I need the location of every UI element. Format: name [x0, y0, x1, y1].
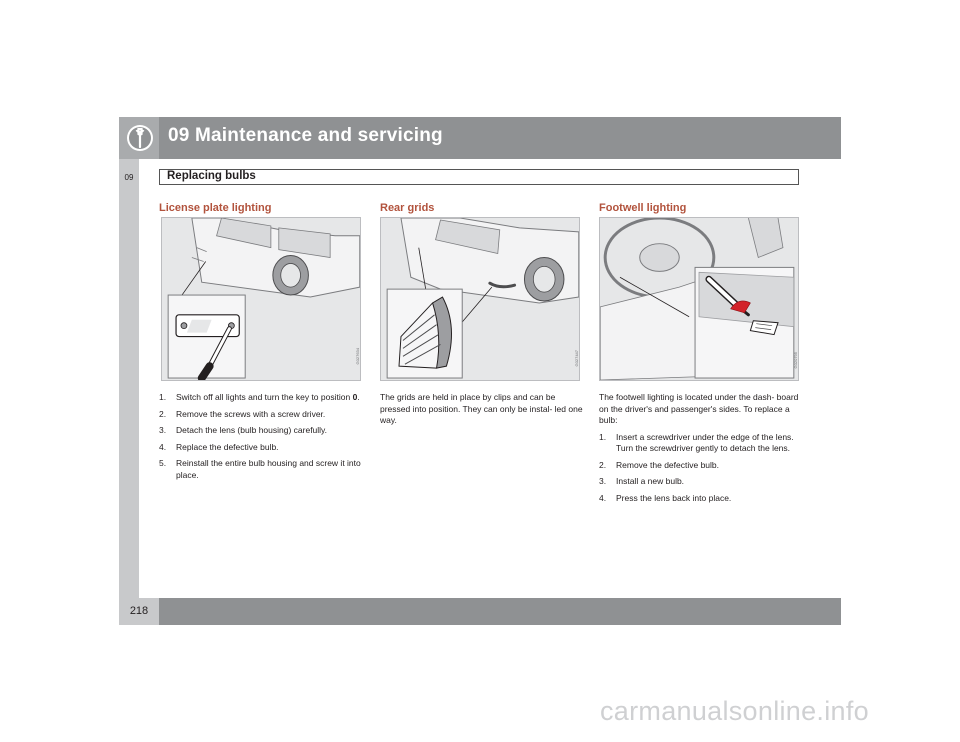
chapter-side-tab [119, 159, 139, 604]
step-item: 1. Insert a screwdriver under the edge of the lens. Turn the screwdriver gently to detach the lens. [599, 431, 794, 453]
footwell-drawing [600, 218, 798, 380]
image-code: G027634 [355, 348, 360, 365]
step-item: 1. Switch off all lights and turn the key to position 0. [159, 392, 360, 402]
heading-footwell-lighting: Footwell lighting [599, 202, 687, 214]
wrench-icon [126, 124, 154, 152]
step-item: 3. Detach the lens (bulb housing) carefully. [159, 425, 328, 435]
license-plate-illustration [161, 217, 361, 381]
license-plate-drawing [162, 218, 360, 380]
heading-license-plate-lighting: License plate lighting [159, 202, 272, 214]
section-title: Replacing bulbs [167, 170, 256, 182]
step-item: 2. Remove the screws with a screw driver. [159, 408, 326, 419]
step-item: 2. Remove the defective bulb. [599, 459, 720, 470]
footer-bar [159, 598, 841, 625]
chapter-title: 09 Maintenance and servicing [168, 125, 443, 146]
footwell-illustration [599, 217, 799, 381]
step-item: 3. Install a new bulb. [599, 476, 685, 486]
rear-grids-drawing [381, 218, 579, 380]
footwell-text: The footwell lighting is located under the dash- board on the driver's and passenger's sides. To replace a bulb: 1. Insert a screwdriver under the edge of the lens. Turn the screwdriver gently to detach the lens. 2. Remove the defective bulb. 3. Install a new bulb. 4. Press the lens back into place. [599, 392, 804, 509]
watermark: carmanualsonline.info [600, 696, 869, 726]
rear-grids-illustration [380, 217, 580, 381]
rear-grids-paragraph: The grids are held in place by clips and can be pressed into position. They can only be instal- led one way. [380, 392, 583, 425]
image-code: G027447 [574, 350, 579, 367]
side-tab-number: 09 [124, 173, 134, 182]
license-plate-steps [159, 392, 364, 486]
step-item: 4. Replace the defective bulb. [159, 441, 279, 452]
heading-rear-grids: Rear grids [380, 202, 435, 214]
step-item: 5. Reinstall the entire bulb housing and screw it into place. [159, 458, 361, 480]
step-item: 4. Press the lens back into place. [599, 492, 732, 503]
page-number: 218 [129, 605, 149, 617]
image-code: G020795 [793, 352, 798, 369]
